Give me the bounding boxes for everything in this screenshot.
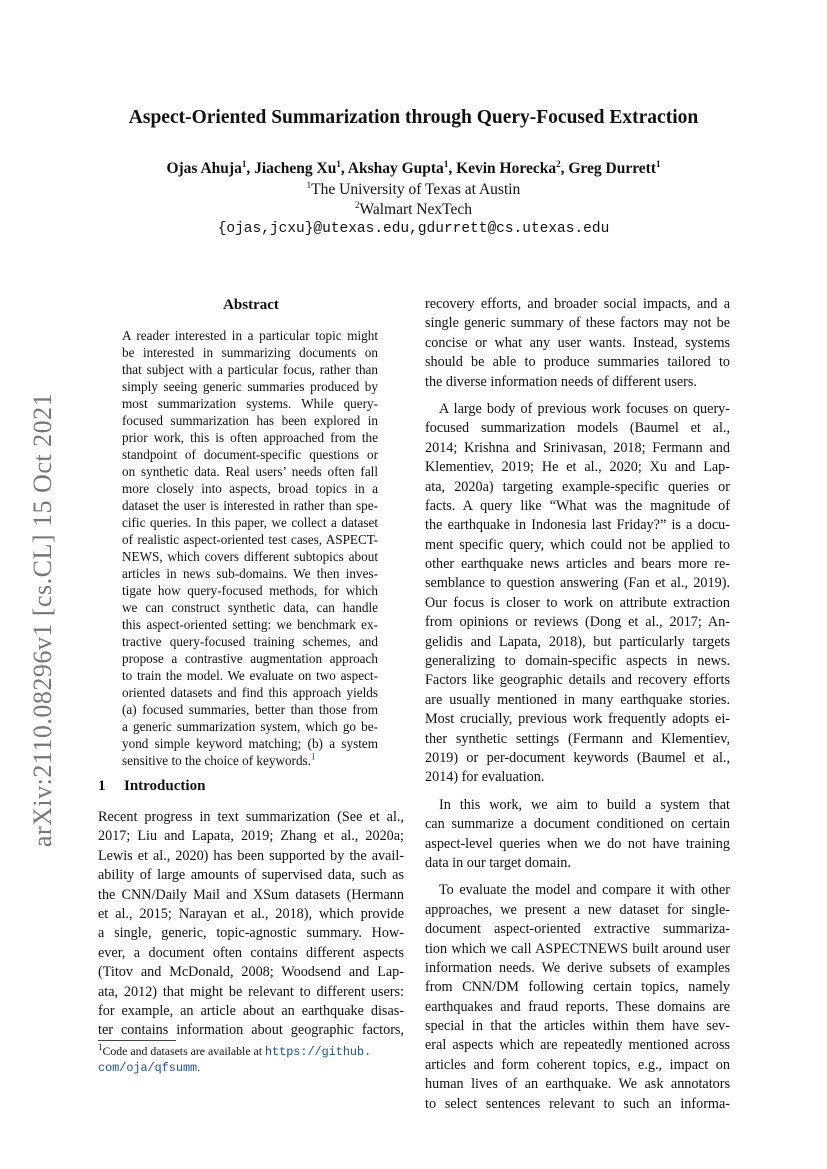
right-column (425, 295, 730, 1114)
author: Kevin Horecka (456, 160, 557, 177)
footnote-link[interactable]: https://github. (264, 1045, 372, 1059)
footnote-marker[interactable]: 1 (310, 751, 316, 762)
arxiv-sidebar-stamp (28, 370, 58, 870)
abstract-heading: Abstract (223, 297, 279, 313)
author: Jiacheng Xu (254, 160, 337, 177)
paragraph: recovery efforts, and broader social impacts, and a single generic summary of these factors may not be concise or what any user wants. Instead, systems should be able to produce summaries tailored to the diverse information needs of different users. (425, 296, 730, 390)
paragraph: In this work, we aim to build a system that can summarize a document conditioned on certain aspect-level queries when we do not have training data in our target domain. (425, 796, 730, 871)
paragraph: To evaluate the model and compare it with other approaches, we present a new dataset for single- document aspect-oriented extractive summariza- tion which we call ASPECTNEWS built around user information needs. We derive subsets of examples from CNN/DM following certain topics, namely earthquakes and fraud reports. These domains are special in that the articles within them have sev- eral aspects which are repeatedly mentioned across articles and form coherent topics, e.g., impact on human lives of an earthquake. We ask annotators to select sentences relevant to such an informa- (425, 882, 730, 1112)
affiliation-1: $^1$The University of Texas at Austin (306, 179, 521, 198)
abstract-body: A reader interested in a particular topic might be interested in summarizing documents on that subject with a particular focus, rather than simply seeing generic summaries produced by most summarization systems. While query- focused summarization has been explored in prior work, this is often approached from the standpoint of document-specific questions or on synthetic data. Real users’ needs often fall more closely into aspects, broad topics in a dataset the user is interested in rather than spe- cific queries. In this paper, we collect a dataset of realistic aspect-oriented test cases, ASPECT- NEWS, which covers different subtopics about articles in news sub-domains. We then inves- tigate how query-focused methods, for which we can construct synthetic data, can handle this aspect-oriented setting: we benchmark ex- tractive query-focused training schemes, and propose a contrastive augmentation approach to train the model. We evaluate on two aspect- oriented datasets and find this approach yields (a) focused summaries, better than those from a generic summarization system, which go be- yond simple keyword matching; (b) a system sensitive to the choice of keywords.$^1$ (122, 328, 378, 768)
intro-paragraph: Recent progress in text summarization (See et al., 2017; Liu and Lapata, 2019; Zhang et al., 2020a; Lewis et al., 2020) has been supported by the avail- ability of large amounts of supervised data, such as the CNN/Daily Mail and XSum datasets (Hermann et al., 2015; Narayan et al., 2018), which provide a single, generic, topic-agnostic summary. How- ever, a document often contains different aspects (Titov and McDonald, 2008; Woodsend and Lap- ata, 2012) that might be relevant to different users: for example, an article about an earthquake disas- ter contains information about geographic factors, (98, 809, 404, 1039)
affiliation-2: $^2$Walmart NexTech (354, 199, 473, 218)
author: Greg Durrett (568, 160, 657, 177)
paragraph: A large body of previous work focuses on query- focused summarization models (Baumel et al., 2014; Krishna and Srinivasan, 2018; Fermann and Klementiev, 2019; He et al., 2020; Xu and Lap- ata, 2020a) targeting example-specific queries or facts. A query like “What was the magnitude of the earthquake in Indonesia last Friday?” is a docu- ment specific query, which could not be applied to other earthquake news articles and bears more re- semblance to question answering (Fan et al., 2019). Our focus is closer to work on attribute extraction from opinions or reviews (Dong et al., 2017; An- gelidis and Lapata, 2018), but particularly targets generalizing to domain-specific aspects in news. Factors like geographic details and recovery efforts are usually mentioned in many earthquake stories. Most crucially, previous work frequently adopts ei- ther synthetic settings (Fermann and Klementiev, 2019) or per-document keywords (Baumel et al., 2014) for evaluation. (425, 400, 730, 786)
author-emails: {ojas,jcxu}@utexas.edu,gdurrett@cs.utexas.edu (217, 221, 610, 237)
paper-title: Aspect-Oriented Summarization through Query-Focused Extraction (128, 107, 699, 128)
author: Akshay Gupta (347, 160, 444, 177)
arxiv-id: arXiv:2110.08296v1 [cs.CL] 15 Oct 2021 (28, 392, 57, 848)
author: Ojas Ahuja (166, 160, 242, 177)
footnote-link-cont[interactable]: com/oja/qfsumm (98, 1061, 198, 1075)
author-list: Ojas Ahuja$^1$, Jiacheng Xu$^1$, Akshay Gupta$^1$, Kevin Horecka$^2$, Greg Durrett$^1$ (166, 158, 661, 177)
footnote: $^1$Code and datasets are available at https://github. com/oja/qfsumm. (98, 1042, 372, 1075)
section-heading: 1 Introduction (98, 778, 206, 794)
footnote-divider (98, 1040, 176, 1041)
